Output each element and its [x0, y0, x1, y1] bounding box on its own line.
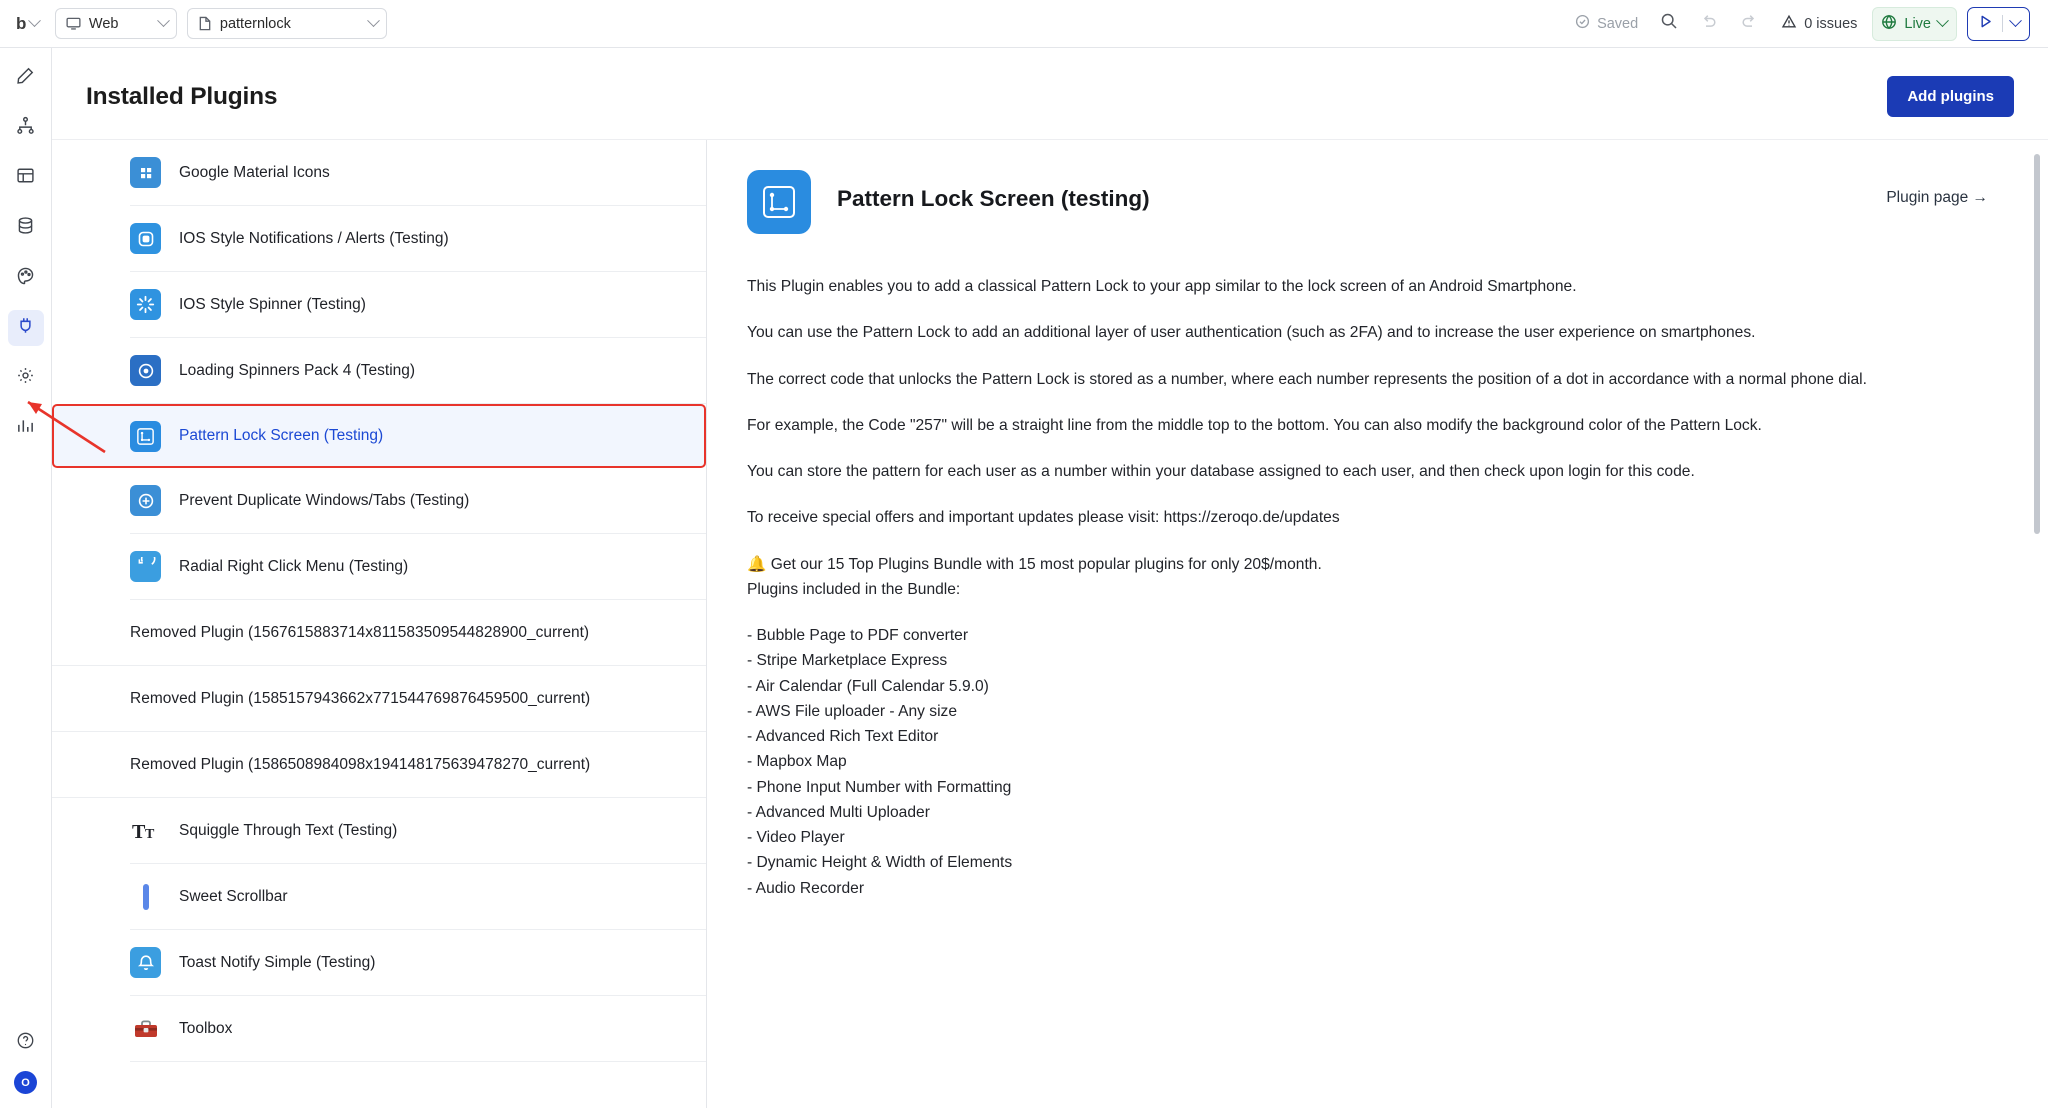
plugin-list-item[interactable]	[52, 666, 706, 732]
plugin-name-label: Removed Plugin (1585157943662x771544769876459500_current)	[130, 689, 591, 707]
live-version-selector[interactable]	[1872, 7, 1957, 41]
play-icon	[1977, 13, 1994, 35]
plugin-name-label: Removed Plugin (1586508984098x194148175639478270_current)	[130, 755, 591, 773]
svg-text:T: T	[131, 820, 145, 843]
app-type-label: Web	[88, 15, 119, 32]
undo-button[interactable]	[1692, 8, 1726, 40]
pattern-lock-icon	[747, 170, 811, 234]
duplicate-windows-icon	[130, 485, 161, 516]
divider	[2002, 15, 2003, 32]
description-paragraph: You can use the Pattern Lock to add an additional layer of user authentication (such as 2FA) and to increase the user experience on smartphones.	[747, 324, 1756, 342]
plugins-icon	[16, 316, 35, 340]
bundle-intro-line: Plugins included in the Bundle:	[747, 580, 961, 598]
bundle-plugin-item: - Advanced Rich Text Editor	[747, 728, 939, 745]
globe-icon	[1881, 14, 1897, 34]
bundle-plugin-list	[747, 623, 1967, 901]
save-status	[1567, 9, 1646, 38]
chevron-down-icon	[28, 14, 41, 27]
bundle-plugin-item: - Stripe Marketplace Express	[747, 652, 948, 670]
toolbar-right-group	[1567, 7, 2030, 41]
rounded-square-icon	[130, 223, 161, 254]
plugin-page-link[interactable]: Plugin page →	[1886, 189, 1988, 206]
scrollbar-icon	[130, 881, 161, 912]
search-icon	[1660, 12, 1678, 35]
plugin-list-item[interactable]	[130, 338, 706, 404]
svg-text:T: T	[144, 826, 154, 842]
plugin-detail-inner	[707, 140, 2048, 901]
plugin-name-label: Pattern Lock Screen (Testing)	[179, 427, 384, 444]
app-logo-menu[interactable]	[10, 10, 45, 38]
plugin-list-item[interactable]	[52, 404, 706, 468]
live-label: Live	[1904, 15, 1931, 32]
plugin-list-item[interactable]	[52, 600, 706, 666]
issues-label: 0 issues	[1804, 15, 1858, 32]
add-plugins-button[interactable]: Add plugins	[1887, 76, 2014, 117]
layout-icon	[16, 166, 35, 190]
redo-button[interactable]	[1732, 8, 1766, 40]
toolbar-left-group	[10, 8, 387, 39]
chevron-down-icon	[157, 14, 170, 27]
radial-menu-icon	[130, 551, 161, 582]
description-paragraph: The correct code that unlocks the Pattern Lock is stored as a number, where each number represents the position of a dot in accordance with a normal phone dial.	[747, 370, 1867, 388]
bundle-plugin-item: - Mapbox Map	[747, 753, 847, 771]
spinner-icon	[130, 289, 161, 320]
plugin-name-label: IOS Style Spinner (Testing)	[179, 295, 366, 313]
grid-square-icon	[130, 157, 161, 188]
toolbox-icon	[130, 1013, 161, 1044]
bundle-plugin-item: - Video Player	[747, 829, 845, 846]
sidebar-item-design[interactable]	[8, 60, 44, 96]
plugin-detail-title: Pattern Lock Screen (testing)	[837, 186, 1150, 211]
left-rail	[0, 48, 52, 1108]
logs-icon	[16, 416, 35, 440]
page-title: Installed Plugins	[86, 82, 278, 110]
plugin-list-item[interactable]	[130, 864, 706, 930]
sidebar-item-settings[interactable]	[8, 360, 44, 396]
page-icon	[198, 16, 212, 31]
plugin-list-item[interactable]	[130, 534, 706, 600]
logo-mark: b	[16, 13, 26, 33]
bundle-plugin-item: - Phone Input Number with Formatting	[747, 778, 1012, 796]
design-icon	[16, 66, 35, 90]
bundle-plugin-item: - Advanced Multi Uploader	[747, 803, 930, 821]
circle-dot-icon	[130, 355, 161, 386]
app-body	[0, 48, 2048, 1108]
chevron-down-icon	[2009, 14, 2022, 27]
toast-icon	[130, 947, 161, 978]
text-format-icon	[130, 815, 161, 846]
plugin-detail-header	[747, 170, 1988, 234]
save-status-label: Saved	[1597, 15, 1639, 32]
settings-icon	[16, 366, 35, 390]
search-button[interactable]	[1652, 8, 1686, 40]
undo-icon	[1700, 12, 1718, 35]
description-paragraph: This Plugin enables you to add a classical Pattern Lock to your app similar to the lock screen of an Android Smartphone.	[747, 278, 1577, 295]
bundle-plugin-item: - AWS File uploader - Any size	[747, 702, 958, 720]
description-paragraph: You can store the pattern for each user as a number within your database assigned to each user, and then check upon login for this code.	[747, 463, 1695, 480]
plugin-description	[747, 234, 1967, 901]
warning-icon	[1781, 14, 1797, 34]
help-button[interactable]	[8, 1025, 44, 1061]
bundle-plugin-item: - Bubble Page to PDF converter	[747, 627, 969, 644]
page-selector[interactable]	[187, 8, 387, 39]
bundle-offer-line: 🔔 Get our 15 Top Plugins Bundle with 15 most popular plugins for only 20$/month.	[747, 555, 1322, 573]
plugin-name-label: IOS Style Notifications / Alerts (Testing)	[179, 229, 449, 247]
sidebar-item-workflow[interactable]	[8, 110, 44, 146]
plugin-list-item[interactable]	[130, 996, 706, 1062]
plugin-detail-pane	[707, 140, 2048, 1108]
workflow-icon	[16, 116, 35, 140]
issues-button[interactable]	[1772, 8, 1866, 40]
page-selector-label: patternlock	[219, 15, 291, 32]
plugin-list[interactable]	[52, 140, 707, 1108]
plugin-name-label: Toast Notify Simple (Testing)	[179, 953, 376, 971]
main-panel	[52, 48, 2048, 1108]
app-type-selector[interactable]	[55, 8, 177, 39]
sidebar-item-logs[interactable]	[8, 410, 44, 446]
plugin-list-item[interactable]	[130, 930, 706, 996]
chevron-down-icon	[1936, 14, 1949, 27]
plugin-list-item[interactable]	[130, 206, 706, 272]
plugin-name-label: Loading Spinners Pack 4 (Testing)	[179, 361, 416, 379]
avatar[interactable]: O	[14, 1071, 37, 1094]
styles-icon	[16, 266, 35, 290]
bundle-plugin-item: - Dynamic Height & Width of Elements	[747, 854, 1013, 872]
pattern-lock-icon	[130, 421, 161, 452]
help-icon	[16, 1031, 35, 1055]
sidebar-item-layout[interactable]	[8, 160, 44, 196]
plugin-list-item[interactable]	[130, 272, 706, 338]
chevron-down-icon	[367, 14, 380, 27]
rail-bottom-group	[8, 1025, 44, 1108]
description-paragraph: To receive special offers and important updates please visit: https://zeroqo.de/updates	[747, 509, 1340, 527]
page-header	[52, 48, 2048, 139]
plugin-name-label: Removed Plugin (1567615883714x811583509544828900_current)	[130, 623, 590, 641]
plugin-name-label: Google Material Icons	[179, 163, 330, 181]
plugin-list-item[interactable]	[130, 798, 706, 864]
redo-icon	[1740, 12, 1758, 35]
plugin-name-label: Prevent Duplicate Windows/Tabs (Testing)	[179, 491, 470, 509]
top-toolbar	[0, 0, 2048, 48]
plugin-list-item[interactable]	[52, 732, 706, 798]
sidebar-item-plugins[interactable]	[8, 310, 44, 346]
preview-button[interactable]	[1967, 7, 2030, 41]
bundle-plugin-item: - Audio Recorder	[747, 879, 865, 897]
plugin-list-item[interactable]	[130, 140, 706, 206]
content-area	[52, 139, 2048, 1108]
detail-scrollbar[interactable]	[2034, 154, 2040, 534]
plugin-list-item[interactable]	[130, 468, 706, 534]
data-icon	[16, 216, 35, 240]
monitor-icon	[66, 16, 81, 31]
plugin-name-label: Sweet Scrollbar	[179, 887, 288, 905]
plugin-name-label: Squiggle Through Text (Testing)	[179, 821, 398, 839]
sidebar-item-styles[interactable]	[8, 260, 44, 296]
description-paragraph: For example, the Code "257" will be a straight line from the middle top to the bottom. You can also modify the background color of the Pattern Lock.	[747, 416, 1762, 434]
plugin-name-label: Radial Right Click Menu (Testing)	[179, 557, 409, 575]
sidebar-item-data[interactable]	[8, 210, 44, 246]
check-circle-icon	[1575, 14, 1590, 33]
plugin-name-label: Toolbox	[179, 1019, 233, 1037]
bundle-plugin-item: - Air Calendar (Full Calendar 5.9.0)	[747, 677, 989, 695]
